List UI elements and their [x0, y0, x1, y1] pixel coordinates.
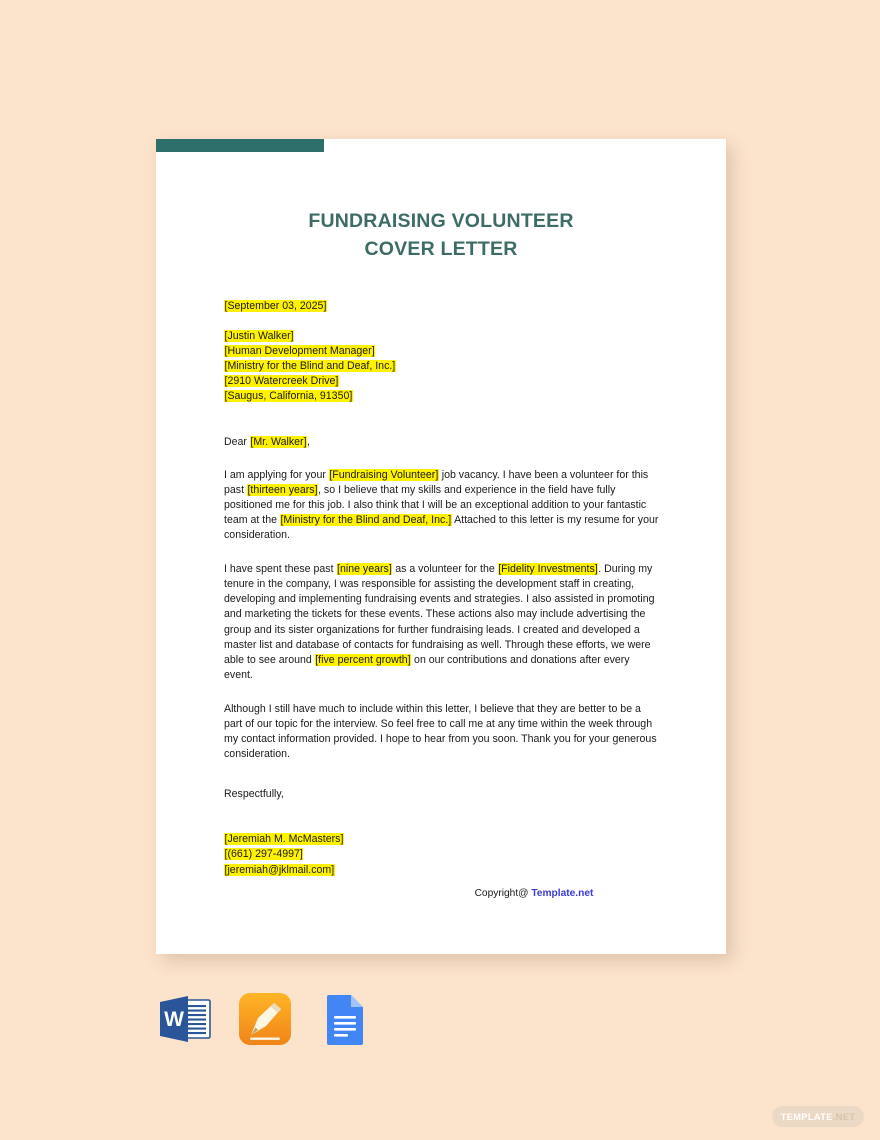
p1-highlight-role: [Fundraising Volunteer]	[329, 468, 439, 481]
recipient-job-title: [Human Development Manager]	[224, 345, 375, 358]
title-line-1: FUNDRAISING VOLUNTEER	[308, 210, 574, 232]
salutation-name: [Mr. Walker]	[250, 435, 307, 448]
salutation-prefix: Dear	[224, 435, 250, 448]
p1-seg2: job vacancy. I have been a volunteer for this past	[224, 468, 649, 496]
closing-line: Respectfully,	[224, 788, 284, 801]
p1-highlight-company: [Ministry for the Blind and Deaf, Inc.]	[280, 513, 452, 526]
p1-seg3: , so I believe that my skills and experience in the field have fully positioned me for this job. I also think that I will be an exceptional addition to your fantastic team at the	[224, 483, 647, 526]
recipient-title-line	[224, 344, 660, 359]
body-paragraph-2	[224, 562, 660, 683]
watermark-light: .NET	[832, 1111, 856, 1122]
recipient-address-block	[224, 329, 660, 404]
salutation	[224, 435, 660, 450]
p2-highlight-years: [nine years]	[337, 563, 392, 576]
p2-highlight-company: [Fidelity Investments]	[498, 563, 598, 576]
google-docs-icon[interactable]	[316, 990, 374, 1048]
p1-highlight-years: [thirteen years]	[247, 483, 318, 496]
recipient-street-line	[224, 374, 660, 389]
recipient-city-state-zip: [Saugus, California, 91350]	[224, 390, 353, 403]
signature-phone-line	[224, 847, 660, 862]
body-paragraph-1	[224, 468, 660, 543]
signature-block	[224, 832, 660, 877]
p2-seg3: . During my tenure in the company, I was responsible for assisting the development staff in creating, developing and implementing fundraising events and strategies. I also assisted in promoting and marketing the tickets for these events. These actions also may include advertising the group and its sister organizations for further fundraising leads. I created and developed a master list and database of contacts for fundraising as well. Through these efforts, we were able to see around	[224, 563, 655, 666]
p2-seg1: I have spent these past	[224, 563, 337, 576]
signature-email: [jeremiah@jklmail.com]	[224, 863, 335, 876]
p2-seg4: on our contributions and donations after every event.	[224, 653, 630, 681]
signature-phone: [(661) 297-4997]	[224, 848, 303, 861]
p2-highlight-growth: [five percent growth]	[315, 653, 411, 666]
recipient-company: [Ministry for the Blind and Deaf, Inc.]	[224, 360, 396, 373]
page-title	[156, 207, 726, 263]
recipient-street: [2910 Watercreek Drive]	[224, 375, 339, 388]
watermark-strong: TEMPLATE	[780, 1111, 833, 1122]
salutation-suffix: ,	[307, 435, 310, 448]
signature-name-line	[224, 832, 660, 847]
recipient-city-line	[224, 389, 660, 404]
header-accent-bar	[156, 139, 324, 152]
copyright-prefix: Copyright@	[474, 888, 532, 899]
copyright-notice	[156, 888, 726, 899]
signature-email-line	[224, 863, 660, 878]
recipient-name: [Justin Walker]	[224, 330, 294, 343]
template-net-link[interactable]: Template.net	[531, 888, 594, 899]
svg-text:W: W	[164, 1008, 184, 1031]
letter-body	[224, 299, 660, 878]
recipient-company-line	[224, 359, 660, 374]
body-paragraph-3: Although I still have much to include within this letter, I believe that they are better to be a part of our topic for the interview. So feel free to call me at any time within the week through my contact information provided. I hope to hear from you soon. Thank you for your generous consideration.	[224, 702, 657, 761]
p2-seg2: as a volunteer for the	[392, 563, 498, 576]
title-line-2: COVER LETTER	[364, 238, 518, 260]
letter-date: [September 03, 2025]	[224, 300, 327, 312]
signature-name: [Jeremiah M. McMasters]	[224, 833, 344, 846]
date-block	[224, 299, 660, 314]
document-sheet	[156, 139, 726, 954]
recipient-name-line	[224, 329, 660, 344]
microsoft-word-icon[interactable]	[156, 990, 214, 1048]
file-format-icons	[156, 990, 396, 1048]
apple-pages-icon[interactable]	[236, 990, 294, 1048]
p1-seg1: I am applying for your	[224, 468, 329, 481]
p1-seg4: Attached to this letter is my resume for your consideration.	[224, 513, 659, 542]
template-net-watermark	[772, 1106, 864, 1127]
